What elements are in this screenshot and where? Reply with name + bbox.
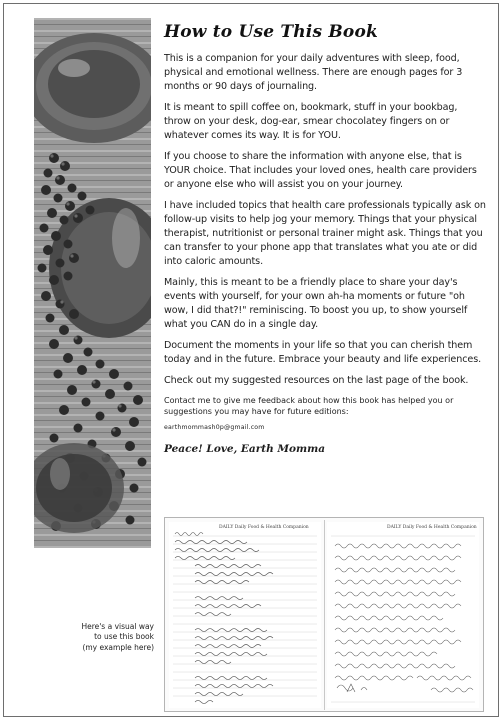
- handwriting-left: [169, 522, 321, 708]
- contact-text: Contact me to give me feedback about how this book has helped you or suggestions you may have for future editions:: [164, 396, 454, 416]
- example-caption: Here's a visual way to use this book (my example here): [81, 622, 154, 652]
- intro-paragraph: This is a companion for your daily adventures with sleep, food, physical and emotional wellness. There are enough pages for 3 months or 90 days of journaling.: [164, 53, 463, 92]
- main-text: [164, 22, 486, 455]
- handwriting-right: [327, 522, 479, 708]
- friendly-paragraph: Mainly, this is meant to be a friendly place to share your day's events with yourself, for your own ah-ha moments or future "oh wow, I did that?!" reminiscing. To boost you up, to show yourself what you CAN do in a single day.: [164, 277, 468, 330]
- journal-right-header: DAILY Daily Food & Health Companion: [387, 525, 477, 530]
- document-paragraph: Document the moments in your life so that you can cherish them today and in the future. Embrace your beauty and life experiences.: [164, 340, 482, 365]
- email-address[interactable]: earthmommash0p@gmail.com: [164, 424, 265, 431]
- signoff: Peace! Love, Earth Momma: [164, 443, 326, 455]
- journal-spine: [324, 520, 325, 710]
- journal-right-page: [327, 522, 479, 708]
- page-title: How to Use This Book: [164, 22, 378, 42]
- journal-left-page: [169, 522, 321, 708]
- sharing-paragraph: If you choose to share the information with anyone else, that is YOUR choice. That includes your loved ones, health care providers or anyone else who will assist you on your journey.: [164, 151, 477, 190]
- usage-paragraph: It is meant to spill coffee on, bookmark, stuff in your bookbag, throw on your desk, dog-ear, smear chocolatey fingers on or whatever comes its way. It is for YOU.: [164, 102, 458, 141]
- photo-peppercorns-jars: [34, 18, 151, 548]
- journal-left-header: DAILY Daily Food & Health Companion: [219, 525, 309, 530]
- example-journal-image: [164, 517, 484, 712]
- topics-paragraph: I have included topics that health care professionals typically ask on follow-up visits to help jog your memory. Things that your physical therapist, nutritionist or personal trainer might ask. Things that you can transfer to your phone app that translates what you ate or did into caloric amounts.: [164, 200, 486, 267]
- resources-paragraph: Check out my suggested resources on the last page of the book.: [164, 375, 469, 386]
